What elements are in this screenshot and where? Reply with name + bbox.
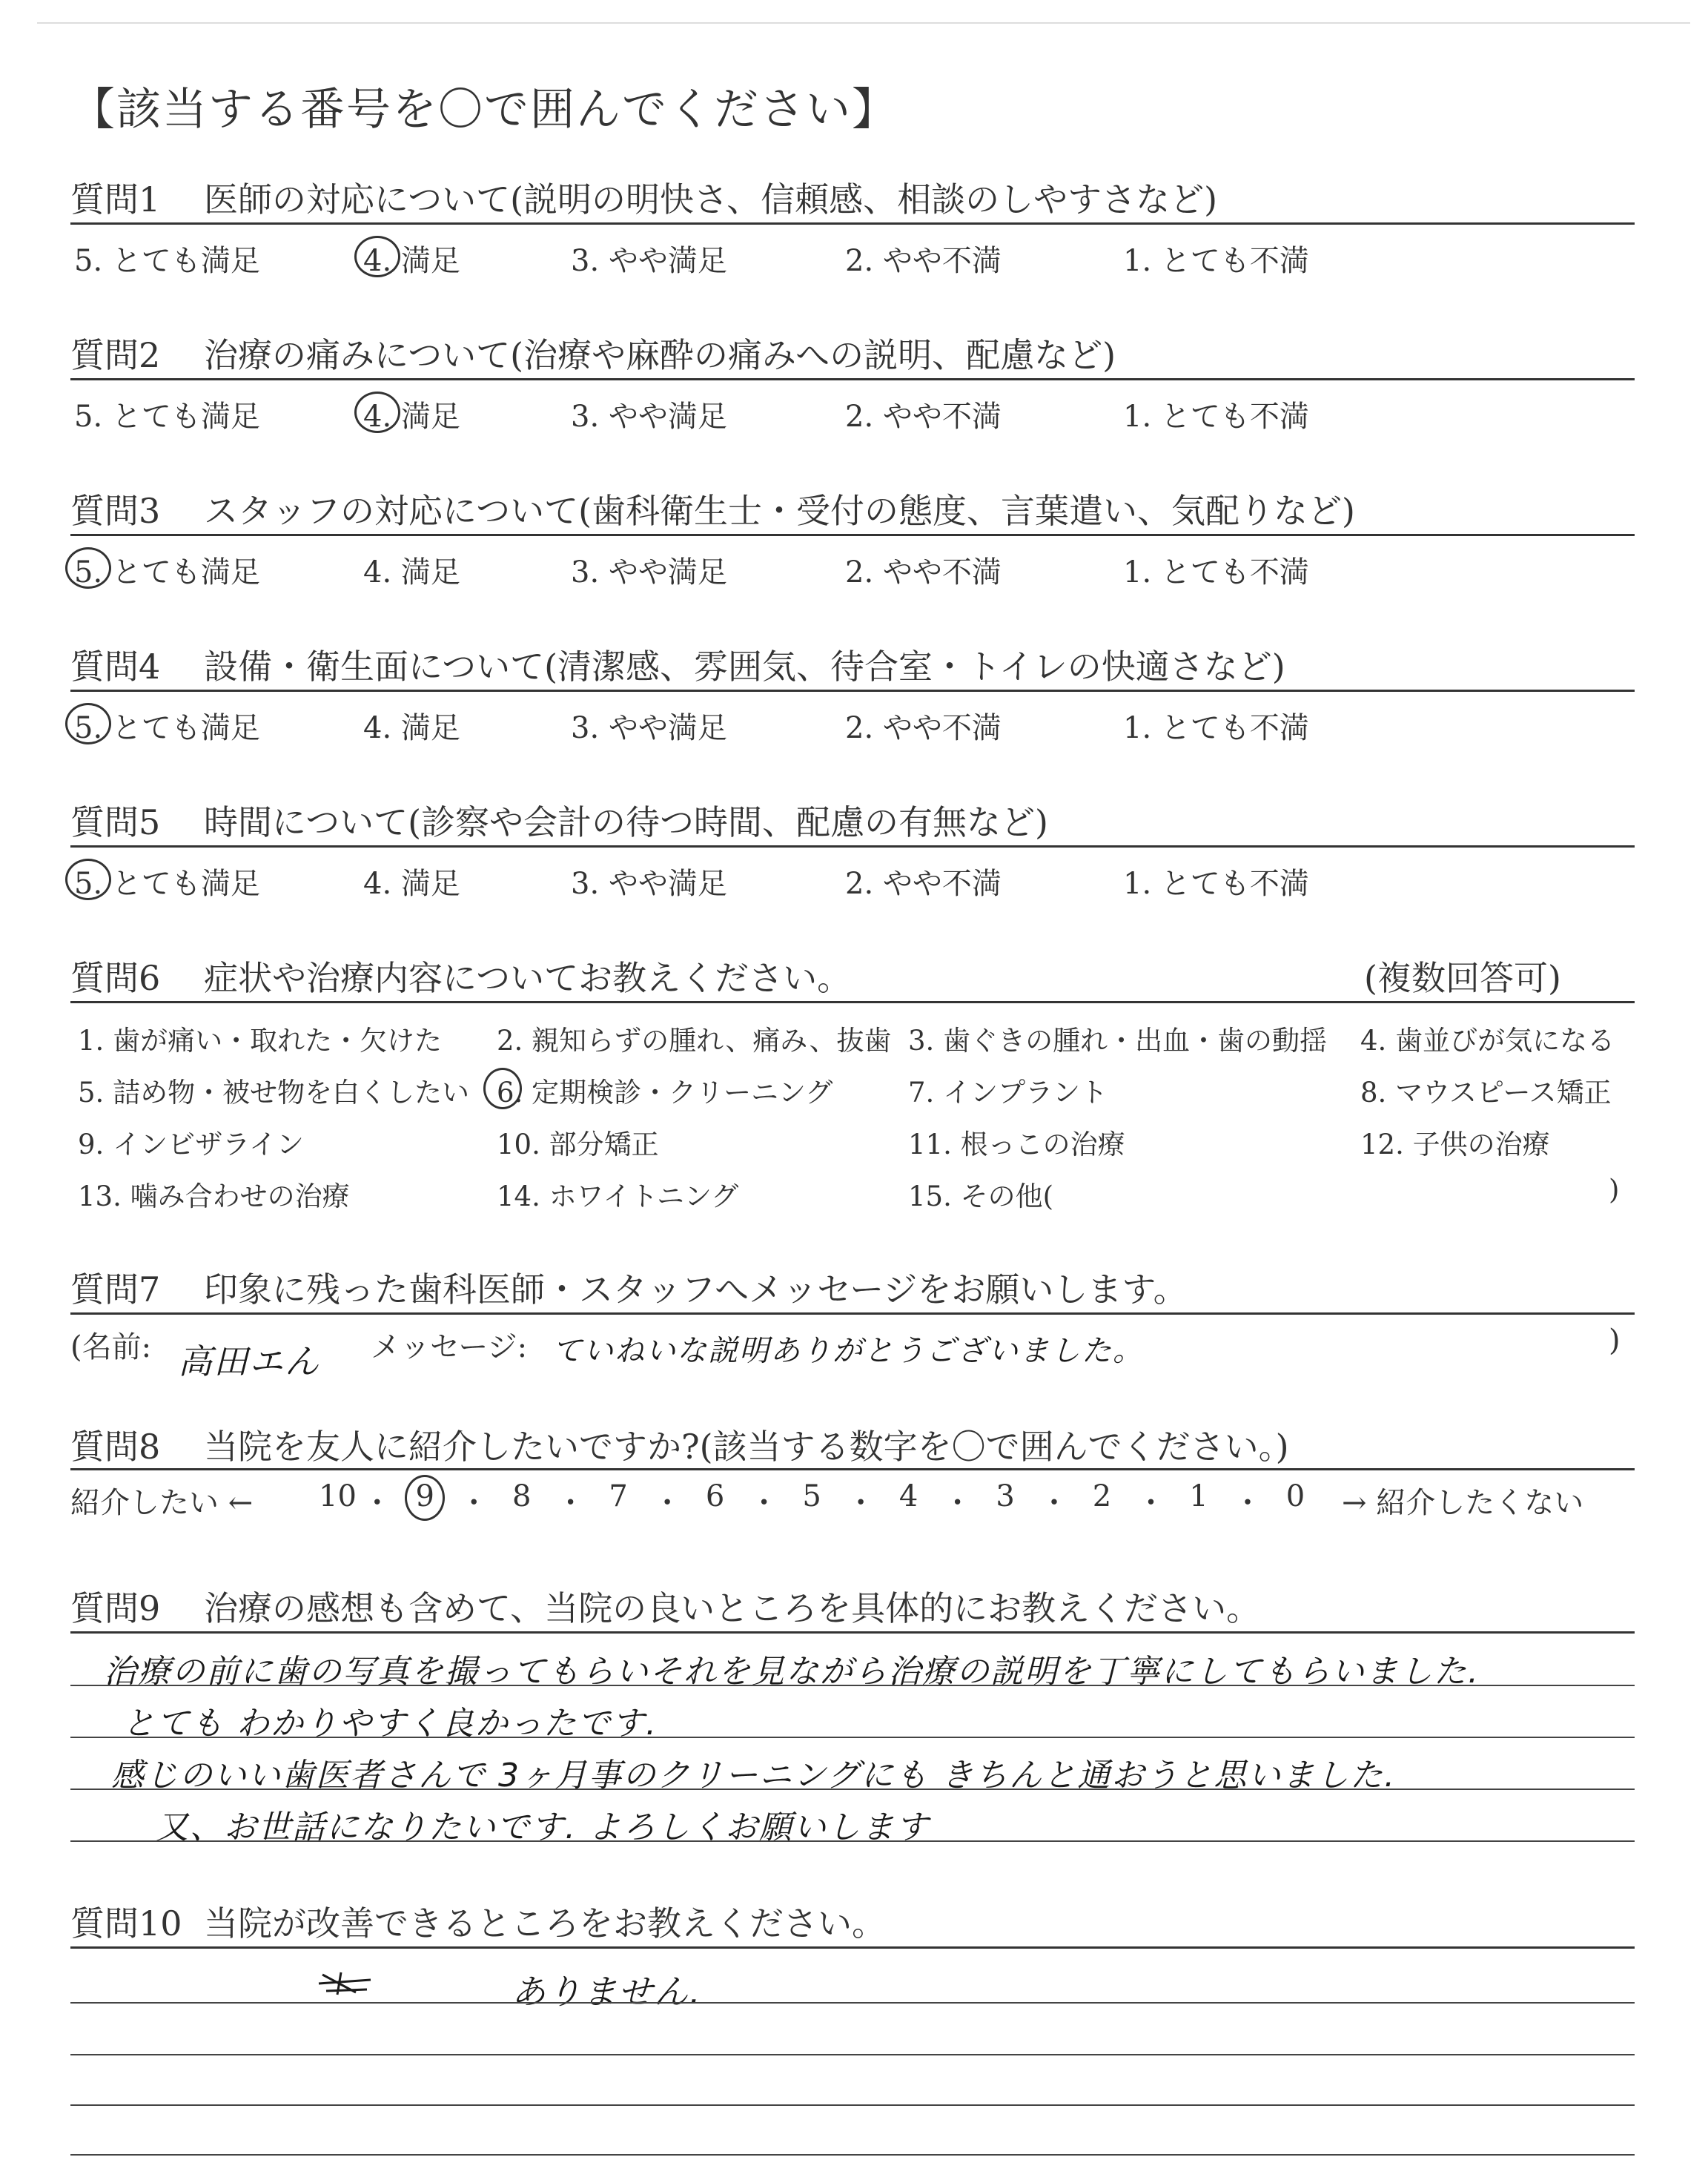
q3-option-4[interactable]: 4. 満足: [363, 555, 460, 589]
q8-scale-separator: ・: [846, 1486, 876, 1520]
question-6-note: (複数回答可): [1364, 958, 1561, 998]
question-1-label: 質問1: [70, 179, 161, 219]
q2-option-5[interactable]: 5. とても満足: [74, 400, 260, 434]
q10-line-rule-2: [70, 2054, 1635, 2055]
q8-scale-value-2[interactable]: 2: [1092, 1479, 1112, 1513]
q8-scale-separator: ・: [459, 1486, 489, 1520]
q6-option-15-close: ): [1609, 1174, 1620, 1206]
question-1-text: 医師の対応について(説明の明快さ、信頼感、相談のしやすさなど): [204, 179, 1218, 219]
question-7-text: 印象に残った歯科医師・スタッフへメッセージをお願いします。: [204, 1269, 1188, 1309]
q8-scale: [319, 1479, 1334, 1520]
q10-line-rule-1: [70, 2002, 1635, 2004]
q6-option-7[interactable]: 7. インプラント: [908, 1077, 1108, 1109]
q8-right-label: → 紹介したくない: [1342, 1486, 1584, 1520]
q7-name-label: (名前:: [70, 1330, 152, 1364]
q6-option-11[interactable]: 11. 根っこの治療: [908, 1129, 1125, 1160]
q10-line-rule-3: [70, 2104, 1635, 2106]
q5-selection-circle: [65, 859, 111, 900]
q6-option-13[interactable]: 13. 噛み合わせの治療: [78, 1180, 350, 1212]
question-2-label: 質問2: [70, 335, 161, 375]
question-3-rule: [70, 534, 1635, 536]
question-10-rule: [70, 1946, 1635, 1949]
q8-scale-value-3[interactable]: 3: [996, 1479, 1015, 1513]
q8-scale-value-5[interactable]: 5: [802, 1479, 821, 1513]
q3-selection-circle: [65, 547, 111, 589]
question-2-text: 治療の痛みについて(治療や麻酔の痛みへの説明、配慮など): [204, 335, 1116, 375]
q1-option-3[interactable]: 3. やや満足: [571, 244, 727, 278]
q9-answer-line-3[interactable]: 感じのいい歯医者さんで 3ヶ月事のクリーニングにも きちんと通おうと思いました.: [111, 1757, 1397, 1794]
q5-option-5[interactable]: 5. とても満足: [74, 867, 260, 901]
question-8-label: 質問8: [70, 1427, 161, 1467]
q1-option-2[interactable]: 2. やや不満: [845, 244, 1002, 278]
question-3-text: スタッフの対応について(歯科衛生士・受付の態度、言葉遣い、気配りなど): [204, 491, 1355, 531]
question-4-rule: [70, 690, 1635, 692]
q8-scale-separator: ・: [1233, 1486, 1262, 1520]
q5-option-1[interactable]: 1. とても不満: [1123, 867, 1309, 901]
q8-scale-separator: ・: [749, 1486, 779, 1520]
q1-selection-circle: [354, 236, 400, 277]
q7-close-paren: ): [1609, 1324, 1621, 1358]
q6-option-14[interactable]: 14. ホワイトニング: [497, 1180, 739, 1212]
page-heading: 【該当する番号を〇で囲んでください】: [70, 84, 898, 136]
question-10-text: 当院が改善できるところをお教えください。: [204, 1903, 886, 1943]
q9-answer-line-1[interactable]: 治療の前に歯の写真を撮ってもらいそれを見ながら治療の説明を丁寧にしてもらいました.: [104, 1653, 1480, 1691]
q6-option-3[interactable]: 3. 歯ぐきの腫れ・出血・歯の動揺: [908, 1025, 1328, 1057]
q1-option-1[interactable]: 1. とても不満: [1123, 244, 1309, 278]
q9-line-rule-3: [70, 1789, 1635, 1790]
q7-message-value[interactable]: ていねいな説明ありがとうございました。: [552, 1334, 1144, 1368]
q7-name-value[interactable]: 高田エん: [178, 1341, 320, 1381]
question-5-rule: [70, 845, 1635, 848]
q5-option-2[interactable]: 2. やや不満: [845, 867, 1002, 901]
q9-line-rule-1: [70, 1685, 1635, 1686]
question-1-rule: [70, 222, 1635, 225]
q9-answer-line-4[interactable]: 又、お世話になりたいです. よろしくお願いします: [156, 1809, 930, 1846]
q1-option-4[interactable]: 4. 満足: [363, 244, 460, 278]
q6-option-1[interactable]: 1. 歯が痛い・取れた・欠けた: [78, 1025, 443, 1057]
q10-strikethrough-mark: [315, 1969, 374, 1998]
q3-option-5[interactable]: 5. とても満足: [74, 555, 260, 589]
q7-message-label: メッセージ:: [371, 1330, 528, 1364]
q4-option-4[interactable]: 4. 満足: [363, 711, 460, 745]
q8-scale-separator: ・: [1136, 1486, 1166, 1520]
q8-scale-separator: ・: [652, 1486, 683, 1520]
q3-option-1[interactable]: 1. とても不満: [1123, 555, 1309, 589]
question-3-label: 質問3: [70, 491, 161, 531]
q5-option-3[interactable]: 3. やや満足: [571, 867, 727, 901]
q2-option-1[interactable]: 1. とても不満: [1123, 400, 1309, 434]
q9-line-rule-4: [70, 1840, 1635, 1842]
q1-option-5[interactable]: 5. とても満足: [74, 244, 260, 278]
q8-scale-separator: ・: [942, 1486, 973, 1520]
question-2-rule: [70, 378, 1635, 380]
q8-scale-value-10[interactable]: 10: [319, 1479, 357, 1513]
q4-option-5[interactable]: 5. とても満足: [74, 711, 260, 745]
question-9-text: 治療の感想も含めて、当院の良いところを具体的にお教えください。: [204, 1588, 1261, 1628]
q9-answer-line-2[interactable]: とても わかりやすく良かったです.: [122, 1705, 658, 1743]
q4-option-2[interactable]: 2. やや不満: [845, 711, 1002, 745]
question-6-rule: [70, 1001, 1635, 1003]
q8-scale-separator: ・: [1039, 1486, 1070, 1520]
q6-option-15[interactable]: 15. その他(: [908, 1180, 1054, 1212]
q4-option-1[interactable]: 1. とても不満: [1123, 711, 1309, 745]
question-9-label: 質問9: [70, 1588, 161, 1628]
question-5-text: 時間について(診察や会計の待つ時間、配慮の有無など): [204, 802, 1048, 842]
question-10-label: 質問10: [70, 1903, 182, 1943]
question-8-text: 当院を友人に紹介したいですか?(該当する数字を〇で囲んでください。): [204, 1427, 1289, 1467]
question-4-label: 質問4: [70, 647, 161, 687]
question-7-label: 質問7: [70, 1269, 161, 1309]
q8-scale-value-7[interactable]: 7: [609, 1479, 628, 1513]
q2-option-2[interactable]: 2. やや不満: [845, 400, 1002, 434]
q6-selection-circle: [483, 1068, 522, 1109]
q6-option-12[interactable]: 12. 子供の治療: [1360, 1129, 1550, 1160]
q6-option-10[interactable]: 10. 部分矯正: [497, 1129, 659, 1160]
q6-option-4[interactable]: 4. 歯並びが気になる: [1360, 1025, 1615, 1057]
q6-option-6[interactable]: 6. 定期検診・クリーニング: [497, 1077, 833, 1109]
q8-scale-value-8[interactable]: 8: [512, 1479, 532, 1513]
q3-option-3[interactable]: 3. やや満足: [571, 555, 727, 589]
q8-scale-separator: ・: [362, 1486, 392, 1520]
q4-selection-circle: [65, 703, 111, 744]
q8-scale-value-0[interactable]: 0: [1285, 1479, 1305, 1513]
q8-scale-value-4[interactable]: 4: [898, 1479, 918, 1513]
q2-option-3[interactable]: 3. やや満足: [571, 400, 727, 434]
q8-left-label: 紹介したい ←: [70, 1486, 254, 1520]
question-9-rule: [70, 1631, 1635, 1634]
q6-option-9[interactable]: 9. インビザライン: [78, 1129, 304, 1160]
question-6-text: 症状や治療内容についてお教えください。: [204, 958, 852, 998]
q2-selection-circle: [354, 392, 400, 433]
question-8-rule: [70, 1468, 1635, 1470]
question-5-label: 質問5: [70, 802, 161, 842]
q8-scale-value-9[interactable]: 9: [415, 1479, 434, 1513]
q8-scale-value-6[interactable]: 6: [705, 1479, 725, 1513]
q9-line-rule-2: [70, 1737, 1635, 1738]
question-7-rule: [70, 1312, 1635, 1315]
page-top-edge: [37, 22, 1690, 24]
q8-scale-separator: ・: [555, 1486, 586, 1520]
question-6-label: 質問6: [70, 958, 161, 998]
q4-option-3[interactable]: 3. やや満足: [571, 711, 727, 745]
q3-option-2[interactable]: 2. やや不満: [845, 555, 1002, 589]
question-4-text: 設備・衛生面について(清潔感、雰囲気、待合室・トイレの快適さなど): [204, 647, 1285, 687]
q2-option-4[interactable]: 4. 満足: [363, 400, 460, 434]
q10-answer-line-1[interactable]: ありません.: [512, 1972, 702, 2012]
q5-option-4[interactable]: 4. 満足: [363, 867, 460, 901]
q8-scale-value-1[interactable]: 1: [1189, 1479, 1208, 1513]
q6-option-8[interactable]: 8. マウスピース矯正: [1360, 1077, 1612, 1109]
q6-option-2[interactable]: 2. 親知らずの腫れ、痛み、抜歯: [497, 1025, 892, 1057]
q8-selection-circle: [405, 1475, 445, 1521]
q6-option-5[interactable]: 5. 詰め物・被せ物を白くしたい: [78, 1077, 470, 1109]
q10-line-rule-4: [70, 2154, 1635, 2156]
